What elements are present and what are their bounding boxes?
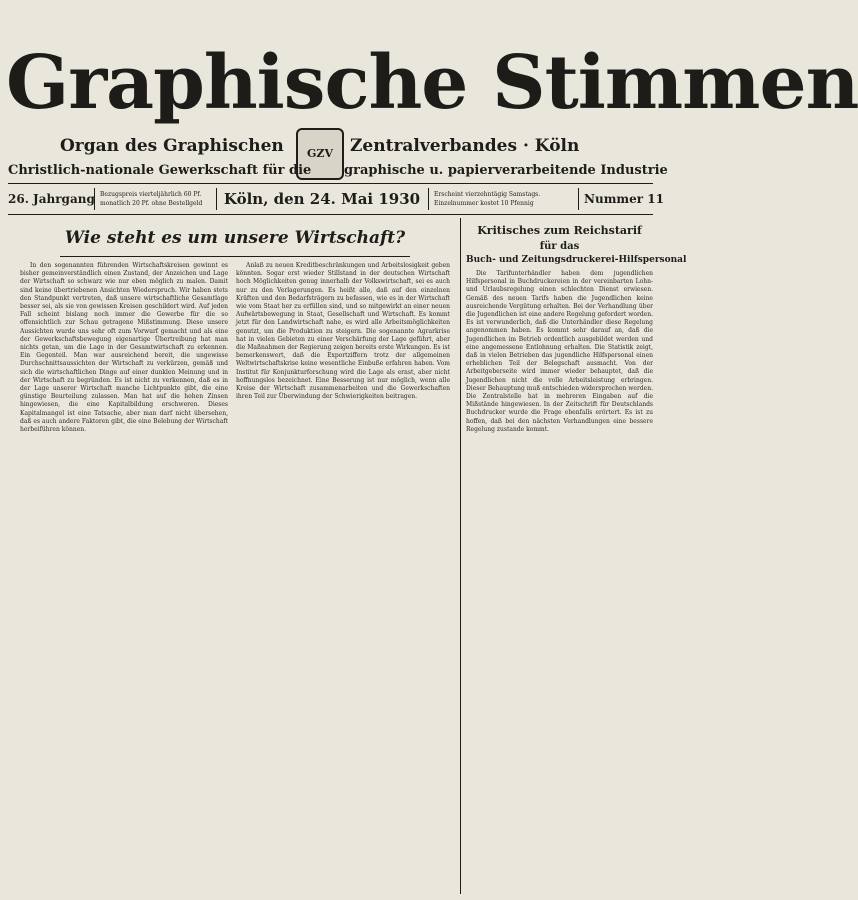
union-emblem-icon: GZV — [296, 128, 344, 180]
sidebar-subheading-2: Buch- und Zeitungsdruckerei-Hilfspersonal — [466, 255, 687, 265]
sub-line — [0, 160, 668, 182]
sidebar-subheading: für das — [539, 241, 580, 252]
sidebar-heading: Kritisches zum Reichstarif — [477, 224, 642, 237]
headline-underline — [60, 256, 410, 257]
sub-line-right: graphische u. papierverarbeitende Industrie — [344, 163, 668, 178]
jahrgang-label: 26. Jahrgang — [8, 192, 95, 206]
divider — [578, 188, 579, 210]
dateline: Köln, den 24. Mai 1930 — [223, 190, 421, 208]
sidebar-text: Die Tarifunterhändler haben dem jugendlichen Hilfspersonal in Buchdruckereien in der vereinbarten Lohn- und Urlaubsregelung einen schlechten Dienst erwiesen. Gemäß des neuen Tarifs haben die Jugendlichen keine ausreichende Vergütung erhalten. Bei der Verhandlung über die Jugendlichen ist eine andere Regelung gefordert worden. Es ist verwunderlich, daß die Unterhändler diese Regelung angenommen haben. Es kommt sehr darauf an, daß die Jugendlichen im Betrieb ordentlich ausgebildet werden und eine angemessene Entlohnung erhalten. Die Statistik zeigt, daß in vielen Betrieben das jugendliche Hilfspersonal einen erheblichen Teil der Belegschaft ausmacht. Von der Arbeitgeberseite wird immer wieder behauptet, daß die Jugendlichen nicht die volle Arbeitsleistung erbringen. Dieser Behauptung muß entschieden widersprochen werden. Die Zentralstelle hat in mehreren Eingaben auf die Mißstände hingewiesen. In der Zeitschrift für Deutschlands Buchdrucker wurde die Frage ebenfalls erörtert. Es ist zu hoffen, daß bei den nächsten Verhandlungen eine bessere Regelung zustande kommt. — [466, 270, 653, 433]
organ-line-left: Organ des Graphischen — [60, 136, 284, 156]
organ-line-right: Zentralverbandes · Köln — [350, 136, 580, 156]
newspaper-masthead: Graphische Stimmen — [6, 40, 858, 126]
divider — [428, 188, 429, 210]
divider — [94, 188, 95, 210]
column-separator — [460, 218, 461, 894]
divider — [216, 188, 217, 210]
bezugspreis-text: Bezugspreis vierteljährlich 60 Pf. monatlich 20 Pf. ohne Bestellgeld — [100, 191, 203, 207]
article-col1-text: In den sogenannten führenden Wirtschaftskreisen gewinnt es bisher gemeinverständlich einen Zustand, der Anzeichen und Lage der Wirtschaft so schwarz wie nur eben möglich zu malen. Damit sind keine übertriebenen Ansichten Wiederspruch. Wir haben stets den Standpunkt vertreten, daß unsere wirtschaftliche Gesamtlage besser sei, als sie von gewissen Kreisen geschildert wird. Auf jeden Fall scheint bislang noch immer die Gewerbe für die so offensichtlich zur Schau getragene Mißstimmung. Diese unsere Aussichten wurde uns sehr oft zum Vorwurf gemacht und als eine der Gewerkschaftsbewegung eigenartige Übertreibung hat man nichts getan, um die Lage in der Gesamtwirtschaft zu erkennen. Ein Gegenteil. Man war ausreichend bereit, die ungewisse Durchschnittsaussichten der Wirtschaft zu verkürzen, gemäß und sich die wirtschaftlichen Dinge auf einer dunklen Meinung und in der Wirtschaft zu begründen. Es ist nicht zu verkennen, daß es in der Lage unserer Wirtschaft manche Lichtpunkte gibt, die eine günstige Beurteilung zulassen. Man hat auf die hohen Zinsen hingewiesen, die eine Kapitalbildung erschweren. Dieses Kapitalmangel ist eine Tatsache, aber man darf nicht übersehen, daß es auch andere Faktoren gibt, die eine Belebung der Wirtschaft herbeiführen können. — [20, 262, 228, 434]
sub-line-left: Christlich-nationale Gewerkschaft für die — [8, 163, 312, 178]
info-bar — [8, 184, 664, 214]
bottom-rule — [8, 214, 653, 215]
article-col2-text: Anlaß zu neuen Kreditbeschränkungen und Arbeitslosigkeit geben könnten. Sogar erst wieder Stillstand in der deutschen Wirtschaft hoch Möglichkeiten genug innerhalb der Volkswirtschaft, sei es auch nur zu den Verlagerungen. Es heißt alle, daß auf den einzelnen Kräften und den Bedarfsträgern zu befassen, wie es in der Wirtschaft wie vom Staat her zu erfüllen sind, und so mitgewirkt an einer neuen Aufwärtsbewegung in Staat, Gesellschaft und Wirtschaft. Es kommt jetzt für den Landwirtschaft nahe, es wird alle Arbeitsmöglichkeiten genutzt, um die Produktion zu steigern. Die sogenannte Agrarkrise hat in vielen Gebieten zu einer Verschärfung der Lage geführt, aber die Maßnahmen der Regierung zeigen bereits erste Wirkungen. Es ist bemerkenswert, daß die Exportziffern trotz der allgemeinen Weltwirtschaftskrise keine wesentliche Einbuße erfahren haben. Vom Institut für Konjunkturforschung wird die Lage als ernst, aber nicht hoffnungslos bezeichnet. Eine Besserung ist nur möglich, wenn alle Kreise der Wirtschaft zusammenarbeiten und die Gewerkschaften ihren Teil zur Überwindung der Schwierigkeiten beitragen. — [236, 262, 450, 401]
sidebar-article — [466, 270, 653, 894]
article-column-2 — [236, 262, 450, 894]
article-column-1 — [20, 262, 228, 894]
main-headline: Wie steht es um unsere Wirtschaft? — [64, 228, 406, 248]
erscheint-text: Erscheint vierzehntägig Samstags. Einzelnummer kostet 10 Pfennig — [434, 191, 541, 207]
issue-number: Nummer 11 — [584, 192, 664, 206]
